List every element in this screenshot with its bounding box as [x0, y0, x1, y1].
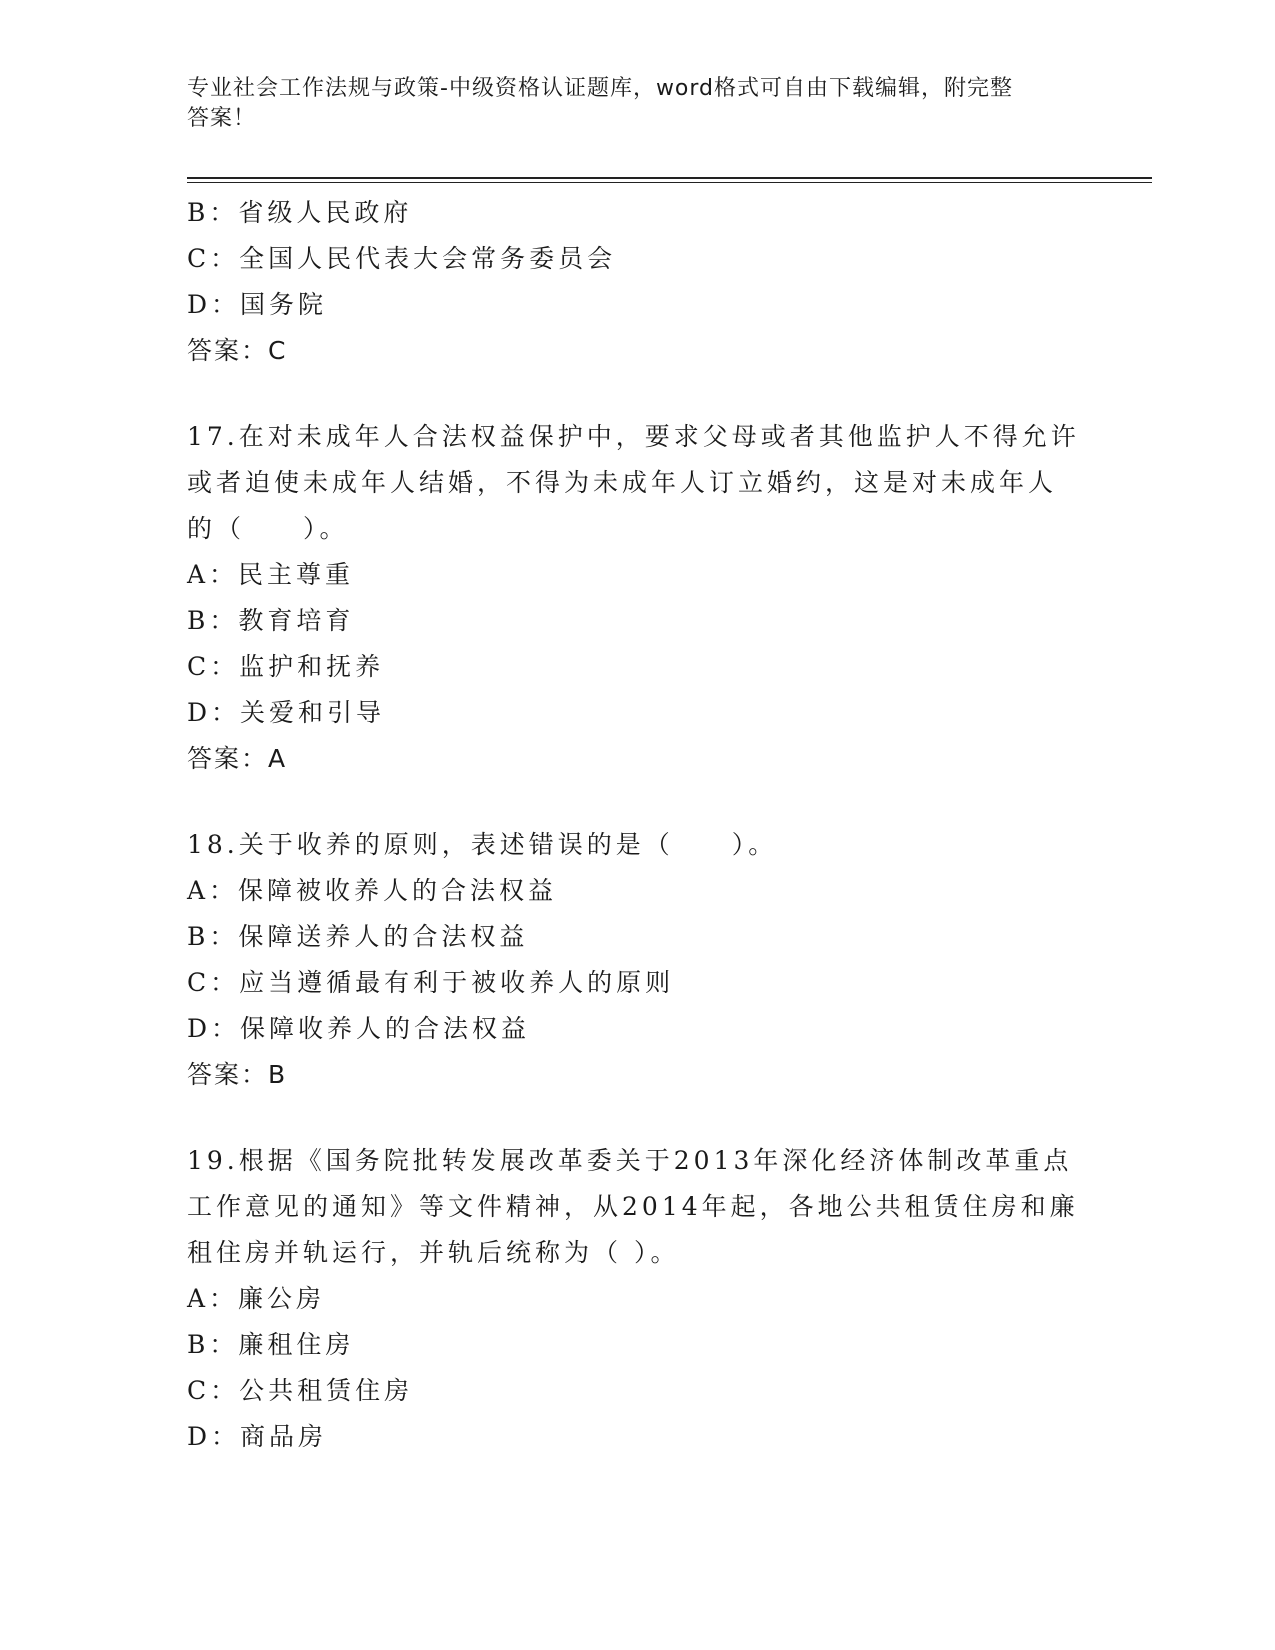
question-18 [187, 822, 1087, 1098]
option-b: B：廉租住房 [187, 1330, 355, 1359]
question-text-line: 或者迫使未成年人结婚，不得为未成年人订立婚约，这是对未成年人 [187, 468, 1058, 497]
option-a: A：廉公房 [187, 1284, 326, 1313]
header-rule-thick [187, 177, 1152, 179]
option-d: D：保障收养人的合法权益 [187, 1014, 531, 1043]
option-d: D：国务院 [187, 290, 328, 319]
option-d: D：关爱和引导 [187, 698, 386, 727]
header-line-1: 专业社会工作法规与政策-中级资格认证题库，word格式可自由下载编辑，附完整 [187, 76, 1014, 101]
option-b: B：保障送养人的合法权益 [187, 922, 529, 951]
option-b: B：省级人民政府 [187, 198, 413, 227]
question-text-line: 租住房并轨运行，并轨后统称为（ ）。 [187, 1238, 680, 1267]
header-line-2: 答案！ [187, 106, 257, 131]
option-b: B：教育培育 [187, 606, 355, 635]
question-text-line: 17.在对未成年人合法权益保护中，要求父母或者其他监护人不得允许 [187, 422, 1080, 451]
option-a: A：保障被收养人的合法权益 [187, 876, 558, 905]
question-16 [187, 190, 1087, 374]
question-text-line: 工作意见的通知》等文件精神，从2014年起，各地公共租赁住房和廉 [187, 1192, 1079, 1221]
question-19 [187, 1138, 1087, 1460]
question-17 [187, 414, 1087, 782]
option-d: D：商品房 [187, 1422, 328, 1451]
answer: 答案：C [187, 336, 288, 365]
answer: 答案：A [187, 744, 288, 773]
option-a: A：民主尊重 [187, 560, 355, 589]
option-c: C：全国人民代表大会常务委员会 [187, 244, 617, 273]
page-header [187, 74, 1087, 134]
question-list [187, 190, 1087, 1460]
question-text-line: 的（ ）。 [187, 514, 349, 543]
option-c: C：应当遵循最有利于被收养人的原则 [187, 968, 675, 997]
header-rule-thin [187, 182, 1152, 183]
question-text-line: 18.关于收养的原则，表述错误的是（ ）。 [187, 830, 778, 859]
option-c: C：监护和抚养 [187, 652, 385, 681]
answer: 答案：B [187, 1060, 288, 1089]
option-c: C：公共租赁住房 [187, 1376, 414, 1405]
question-text-line: 19.根据《国务院批转发展改革委关于2013年深化经济体制改革重点 [187, 1146, 1073, 1175]
